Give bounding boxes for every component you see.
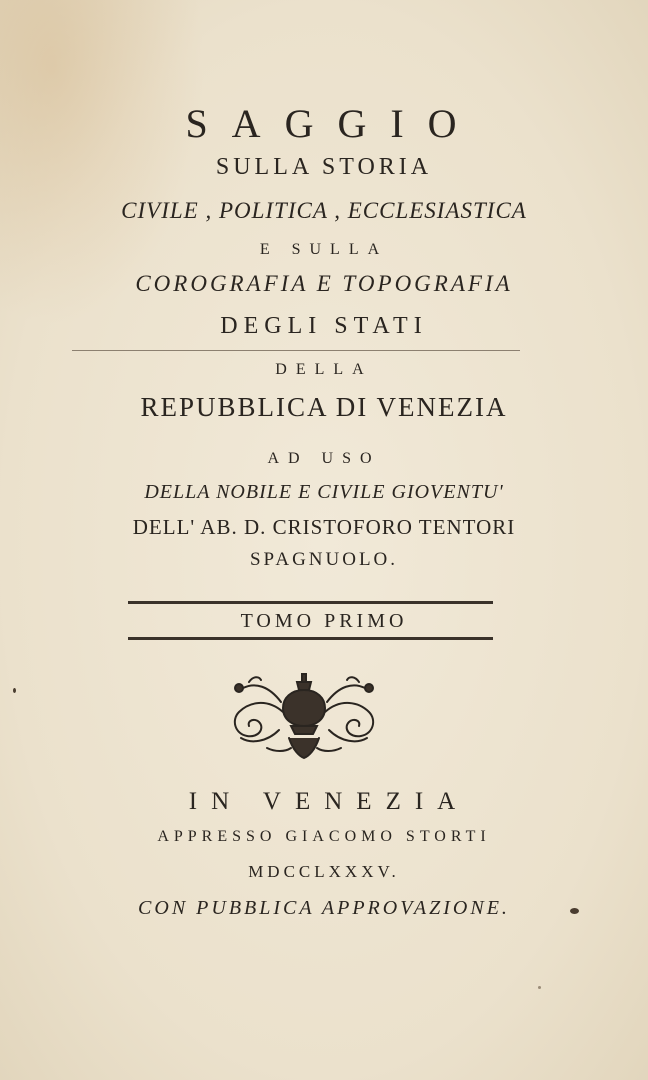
ink-spot [13,688,16,693]
volume-label: TOMO PRIMO [240,610,408,632]
imprint-printer: APPRESSO GIACOMO STORTI [157,828,491,845]
ink-spot [538,986,541,989]
subtitle-della: DELLA [275,361,373,378]
author-origin: SPAGNUOLO. [249,549,399,570]
subtitle-gioventu: DELLA NOBILE E CIVILE GIOVENTU' [144,481,504,503]
subtitle-civile: CIVILE , POLITICA , ECCLESIASTICA [121,198,527,223]
subtitle-e-sulla: E SULLA [259,241,389,258]
main-title: SAGGIO [185,101,481,146]
imprint-city: IN VENEZIA [188,788,470,815]
imprint-license: CON PUBBLICA APPROVAZIONE. [138,897,510,919]
ink-spot [570,908,579,914]
subtitle-ad-uso: AD USO [267,450,381,467]
volume-rule-bottom [128,637,493,640]
author-line: DELL' AB. D. CRISTOFORO TENTORI [132,515,516,539]
floral-vase-ornament-icon [219,668,389,764]
volume-rule-top [128,601,493,604]
subtitle-corografia: COROGRAFIA E TOPOGRAFIA [135,271,513,296]
divider-rule [72,350,520,351]
imprint-year: MDCCLXXXV. [248,862,400,881]
subtitle-repubblica: REPUBBLICA DI VENEZIA [140,392,508,422]
subtitle-degli-stati: DEGLI STATI [220,313,428,339]
subtitle-storia: SULLA STORIA [215,154,433,180]
